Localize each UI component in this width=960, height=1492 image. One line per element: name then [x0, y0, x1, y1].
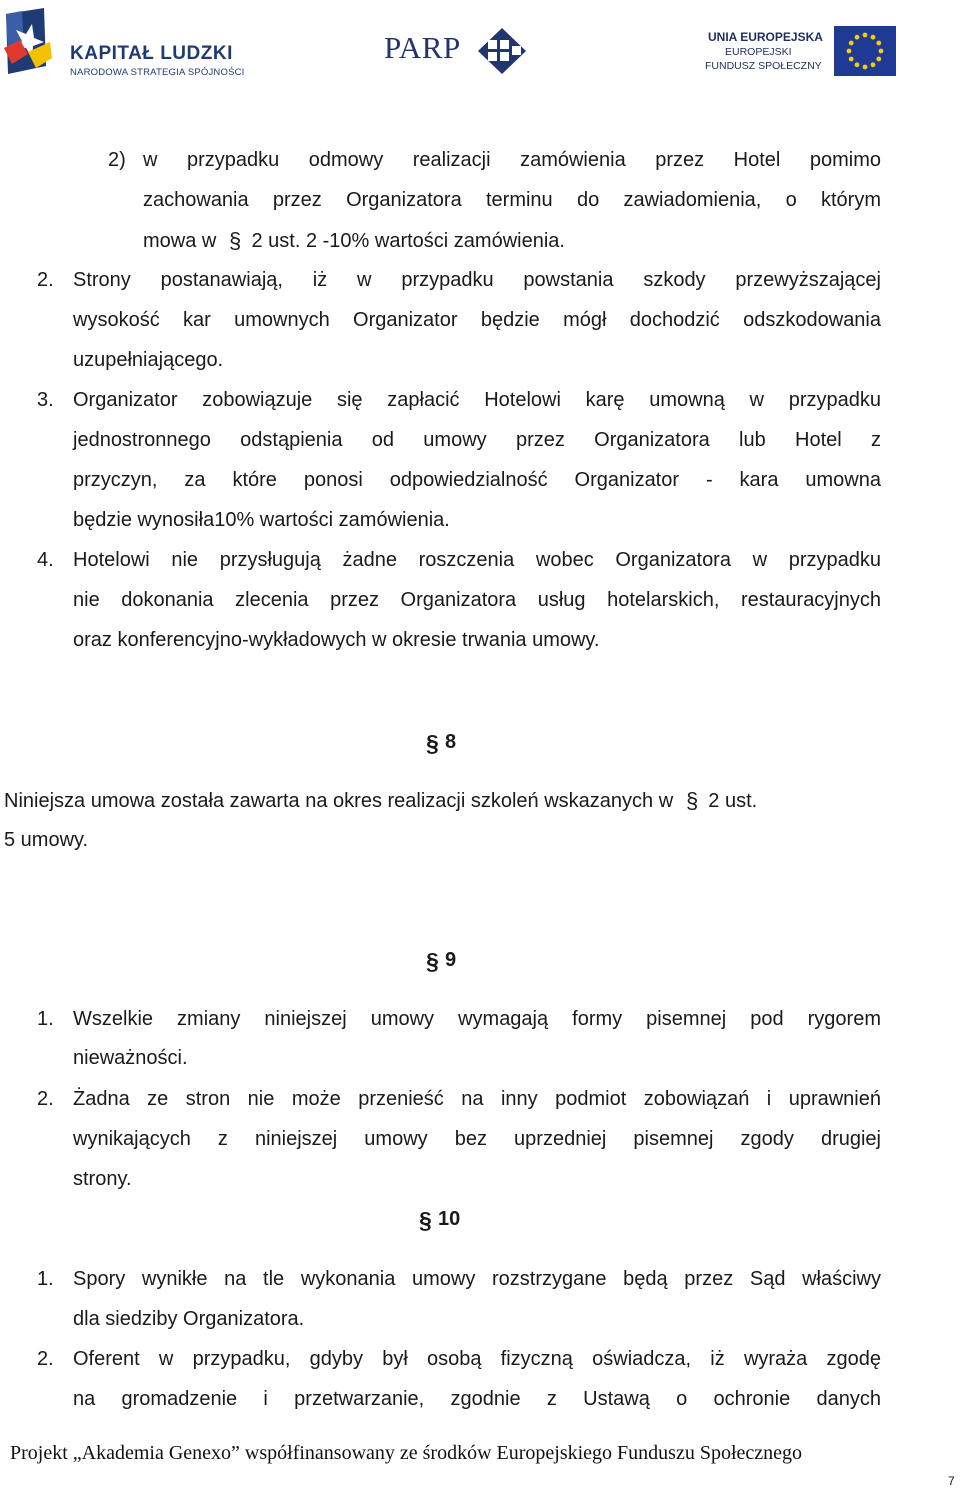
text-fragment: mowa w	[143, 230, 217, 252]
page-header	[0, 0, 960, 100]
list-number: 1.	[37, 1268, 54, 1290]
paragraph-line	[4, 788, 757, 813]
list-item-line: dla siedziby Organizatora.	[73, 1308, 305, 1330]
kapital-ludzki-emblem-icon	[2, 8, 62, 82]
svg-text:§: §	[426, 948, 439, 972]
section-number: 10	[438, 1208, 461, 1230]
list-item-line: Oferent w przypadku, gdyby był osobą fizyczną oświadcza, iż wyraża zgodę	[73, 1348, 881, 1370]
list-item-line: Organizator zobowiązuje się zapłacić Hotelowi karę umowną w przypadku	[73, 389, 881, 411]
svg-text:§: §	[685, 788, 698, 812]
list-item-line: na gromadzenie i przetwarzanie, zgodnie z Ustawą o ochronie danych	[73, 1388, 881, 1410]
section-heading-10	[418, 1207, 460, 1231]
list-item-line: Strony postanawiają, iż w przypadku powstania szkody przewyższającej	[73, 269, 881, 291]
list-item-line: zachowania przez Organizatora terminu do zawiadomienia, o którym	[143, 189, 881, 211]
section-sign-icon	[425, 730, 439, 754]
section-number: 9	[445, 949, 457, 971]
eu-line-3: FUNDUSZ SPOŁECZNY	[705, 60, 822, 72]
parp-logo	[384, 26, 534, 76]
eu-line-2: EUROPEJSKI	[725, 46, 792, 58]
list-item-line: uzupełniającego.	[73, 349, 224, 371]
parp-emblem-icon	[474, 26, 530, 76]
list-number: 2.	[37, 1348, 54, 1370]
section-sign-icon	[685, 788, 699, 812]
list-item-line: strony.	[73, 1168, 132, 1190]
list-item-line: wysokość kar umownych Organizator będzie mógł dochodzić odszkodowania	[73, 309, 881, 331]
svg-text:§: §	[426, 730, 439, 754]
list-item-line	[143, 228, 565, 253]
list-number: 2.	[37, 269, 54, 291]
svg-text:§: §	[419, 1207, 432, 1231]
text-fragment: Niniejsza umowa została zawarta na okres realizacji szkoleń wskazanych w	[4, 790, 674, 812]
list-item-line: wynikających z niniejszej umowy bez uprzedniej pisemnej zgody drugiej	[73, 1128, 881, 1150]
kapital-ludzki-title: KAPITAŁ LUDZKI	[70, 43, 233, 64]
paragraph-line: 5 umowy.	[4, 829, 89, 851]
list-number: 2.	[37, 1088, 54, 1110]
list-item-line: Hotelowi nie przysługują żadne roszczenia wobec Organizatora w przypadku	[73, 549, 881, 571]
section-sign-icon	[418, 1207, 432, 1231]
kapital-ludzki-logo	[2, 8, 252, 82]
list-number: 1.	[37, 1008, 54, 1030]
section-heading-8	[425, 730, 456, 754]
list-item-line: nie dokonania zlecenia przez Organizatora usług hotelarskich, restauracyjnych	[73, 589, 881, 611]
section-number: 8	[445, 731, 457, 753]
svg-text:§: §	[228, 228, 242, 252]
section-sign-icon	[228, 228, 242, 252]
eu-flag-icon	[834, 26, 896, 76]
eu-line-1: UNIA EUROPEJSKA	[708, 30, 823, 44]
text-fragment: 2 ust. 2 -10% wartości zamówienia.	[251, 230, 565, 252]
list-item-line: Żadna ze stron nie może przenieść na inny podmiot zobowiązań i uprawnień	[73, 1088, 881, 1110]
list-item-line: oraz konferencyjno-wykładowych w okresie trwania umowy.	[73, 629, 600, 651]
list-item-line: w przypadku odmowy realizacji zamówienia przez Hotel pomimo	[143, 149, 881, 171]
page-number: 7	[948, 1474, 955, 1488]
footer-project-note: Projekt „Akademia Genexo” współfinansowany ze środków Europejskiego Funduszu Społecznego	[10, 1442, 803, 1464]
list-item-line: przyczyn, za które ponosi odpowiedzialność Organizator - kara umowna	[73, 469, 881, 491]
list-item-line: będzie wynosiła10% wartości zamówienia.	[73, 509, 450, 531]
section-sign-icon	[425, 948, 439, 972]
section-heading-9	[425, 948, 456, 972]
list-item-line: Wszelkie zmiany niniejszej umowy wymagają formy pisemnej pod rygorem	[73, 1008, 881, 1030]
list-number: 2)	[108, 149, 126, 171]
list-item-line: jednostronnego odstąpienia od umowy przez Organizatora lub Hotel z	[73, 429, 881, 451]
kapital-ludzki-subtitle: NARODOWA STRATEGIA SPÓJNOŚCI	[70, 67, 245, 78]
parp-title: PARP	[384, 30, 461, 65]
eu-logo	[705, 26, 898, 82]
list-item-line: Spory wynikłe na tle wykonania umowy rozstrzygane będą przez Sąd właściwy	[73, 1268, 881, 1290]
text-fragment: 2 ust.	[708, 790, 758, 812]
list-item-line: nieważności.	[73, 1047, 188, 1069]
list-number: 4.	[37, 549, 54, 571]
list-number: 3.	[37, 389, 54, 411]
